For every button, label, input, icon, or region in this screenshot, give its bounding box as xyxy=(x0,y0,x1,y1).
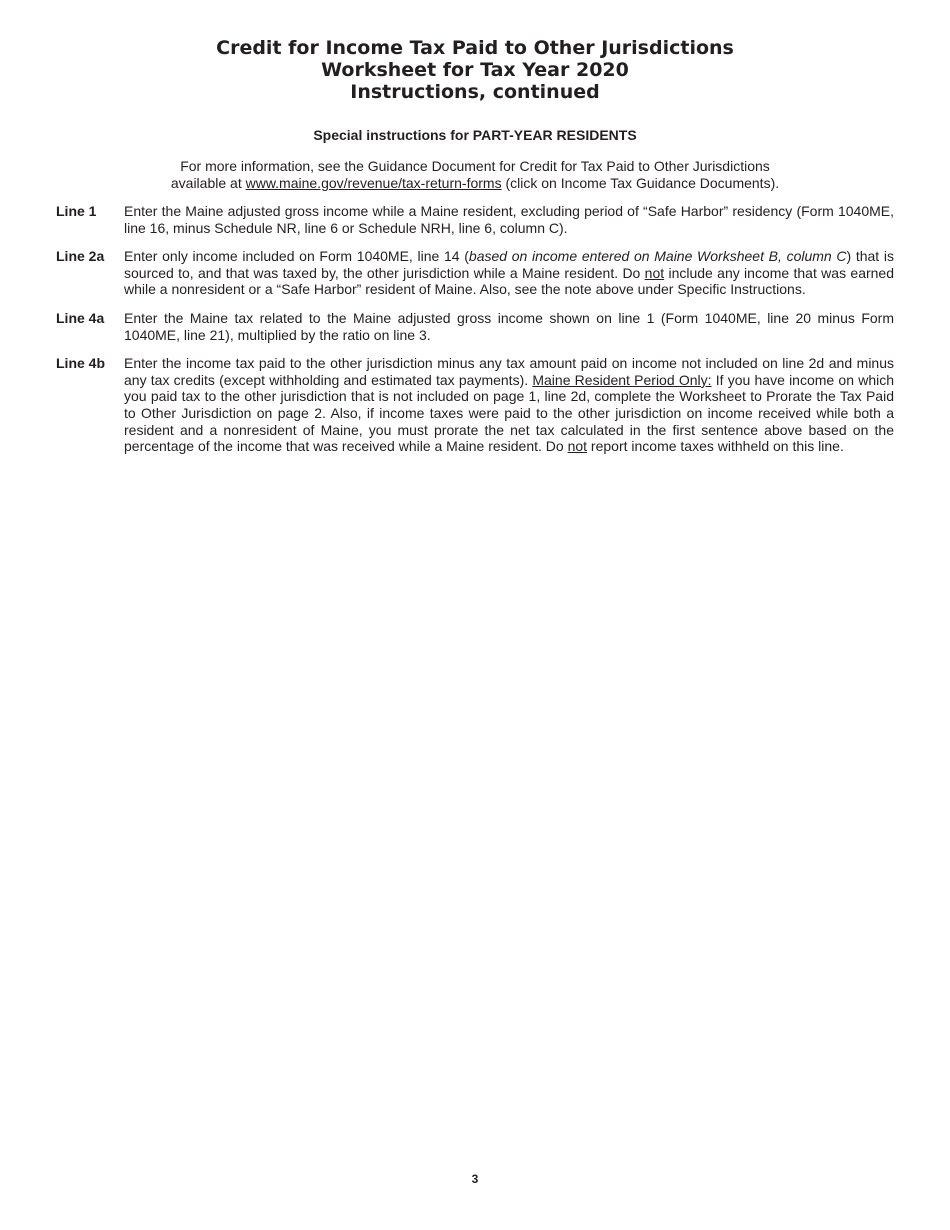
line-2a-item xyxy=(56,248,894,298)
section-subheading: Special instructions for PART-YEAR RESIDENTS xyxy=(313,127,637,143)
line-4b-item xyxy=(56,355,894,455)
info-paragraph xyxy=(0,158,950,192)
title-line-3: Instructions, continued xyxy=(350,81,600,103)
line-4b-part-3: report income taxes withheld on this line. xyxy=(587,438,844,455)
line-4a-item xyxy=(56,310,894,343)
line-2a-text xyxy=(124,248,894,298)
title-line-1: Credit for Income Tax Paid to Other Jurisdictions xyxy=(216,37,734,59)
page-number: 3 xyxy=(471,1172,479,1186)
info-suffix: (click on Income Tax Guidance Documents). xyxy=(501,175,780,191)
line-2a-part-1: Enter only income included on Form 1040ME, line 14 ( xyxy=(124,248,469,265)
info-prefix: available at xyxy=(170,175,246,191)
title-line-2: Worksheet for Tax Year 2020 xyxy=(321,59,629,81)
page-title xyxy=(0,37,950,103)
line-1-item xyxy=(56,203,894,236)
line-4a-label: Line 4a xyxy=(56,309,105,326)
line-1-label: Line 1 xyxy=(56,203,97,219)
line-2a-italic: based on income entered on Maine Worksheet B, column C xyxy=(468,248,847,265)
line-4b-underline-1: Maine Resident Period Only: xyxy=(532,371,712,388)
line-4a-text: Enter the Maine tax related to the Maine adjusted gross income shown on line 1 (Form 1040ME, line 20 minus Form 1040ME, line 21), multiplied by the ratio on line 3. xyxy=(124,309,894,343)
line-4b-part-2: If you have income on which you paid tax to the other jurisdiction that is not included on page 1, line 2d, complete the Worksheet to Prorate the Tax Paid to Other Jurisdiction on page 2. Also, if income taxes were paid to the other jurisdiction on income received while both a resident and a nonresident of Maine, you must prorate the net tax calculated in the first sentence above based on the percentage of the income that was received while a Maine resident. Do xyxy=(124,371,894,455)
guidance-link[interactable]: www.maine.gov/revenue/tax-return-forms xyxy=(245,175,502,191)
line-instructions xyxy=(56,203,894,467)
line-2a-part-2: ) that is sourced to, and that was taxed by, the other jurisdiction while a Maine resident. Do xyxy=(124,248,894,281)
line-2a-part-3: include any income that was earned while a nonresident or a “Safe Harbor” resident of Maine. Also, see the note above under Specific Instructions. xyxy=(124,264,894,298)
line-1-text: Enter the Maine adjusted gross income while a Maine resident, excluding period of “Safe Harbor” residency (Form 1040ME, line 16, minus Schedule NR, line 6 or Schedule NRH, line 6, column C). xyxy=(124,203,894,236)
info-line-2 xyxy=(0,175,950,192)
line-2a-label: Line 2a xyxy=(56,248,105,265)
line-4b-text xyxy=(124,355,894,455)
line-4b-underline-2: not xyxy=(567,438,588,455)
line-2a-underline: not xyxy=(644,264,665,281)
info-line-1: For more information, see the Guidance Document for Credit for Tax Paid to Other Jurisdictions xyxy=(180,158,770,174)
line-4b-label: Line 4b xyxy=(56,355,106,372)
line-4b-part-1: Enter the income tax paid to the other jurisdiction minus any tax amount paid on income not included on line 2d and minus any tax credits (except withholding and estimated tax payments). xyxy=(124,355,894,388)
